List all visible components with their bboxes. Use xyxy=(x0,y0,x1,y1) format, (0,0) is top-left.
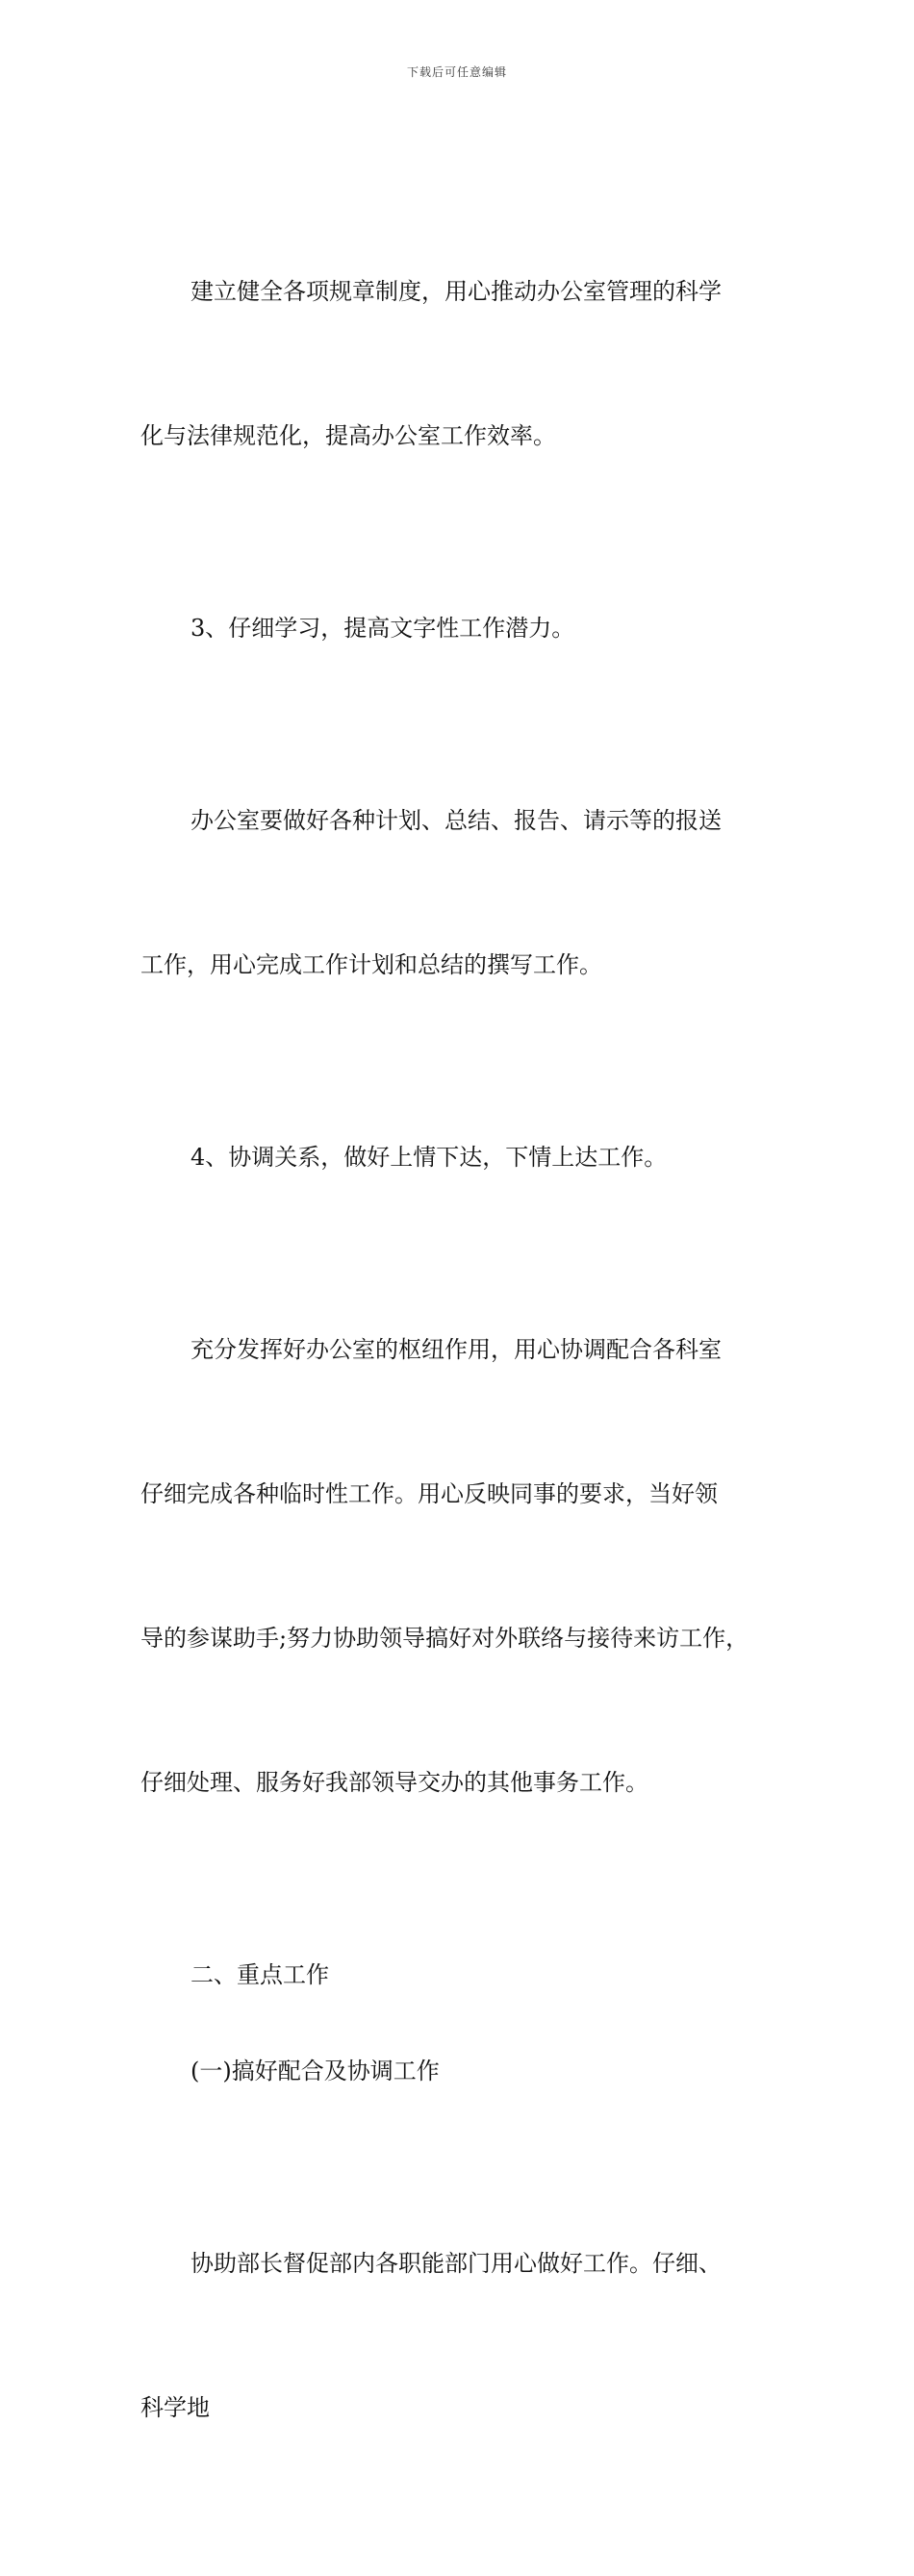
heading-item-4: 4、协调关系，做好上情下达，下情上达工作。 xyxy=(190,1144,668,1171)
paragraph-coordination xyxy=(140,1229,787,1903)
text-line: 化与法律规范化，提高办公室工作效率。 xyxy=(140,422,556,449)
text-line: 办公室要做好各种计划、总结、报告、请示等的报送 xyxy=(190,807,722,834)
text-line: 导的参谋助手;努力协助领导搞好对外联络与接待来访工作， xyxy=(140,1625,749,1652)
text-line: 建立健全各项规章制度，用心推动办公室管理的科学 xyxy=(190,278,722,305)
subsection-heading-cooperation: (一)搞好配合及协调工作 xyxy=(190,2058,440,2084)
text-line: 仔细处理、服务好我部领导交办的其他事务工作。 xyxy=(140,1769,648,1796)
paragraph-reports xyxy=(140,700,787,1085)
section-heading-key-work: 二、重点工作 xyxy=(190,1961,329,1988)
text-line: 仔细完成各种临时性工作。用心反映同事的要求，当好领 xyxy=(140,1480,718,1507)
text-line: 科学地 xyxy=(140,2394,210,2421)
paragraph-assist xyxy=(140,2143,787,2528)
text-line: 协助部长督促部内各职能部门用心做好工作。仔细、 xyxy=(190,2250,722,2277)
heading-item-3: 3、仔细学习，提高文字性工作潜力。 xyxy=(190,615,575,642)
paragraph-regulations xyxy=(140,171,787,556)
header-note: 下载后可任意编辑 xyxy=(406,65,507,79)
text-line: 工作，用心完成工作计划和总结的撰写工作。 xyxy=(140,951,602,978)
document-body xyxy=(140,171,787,2576)
text-line: 充分发挥好办公室的枢纽作用，用心协调配合各科室 xyxy=(190,1336,722,1363)
